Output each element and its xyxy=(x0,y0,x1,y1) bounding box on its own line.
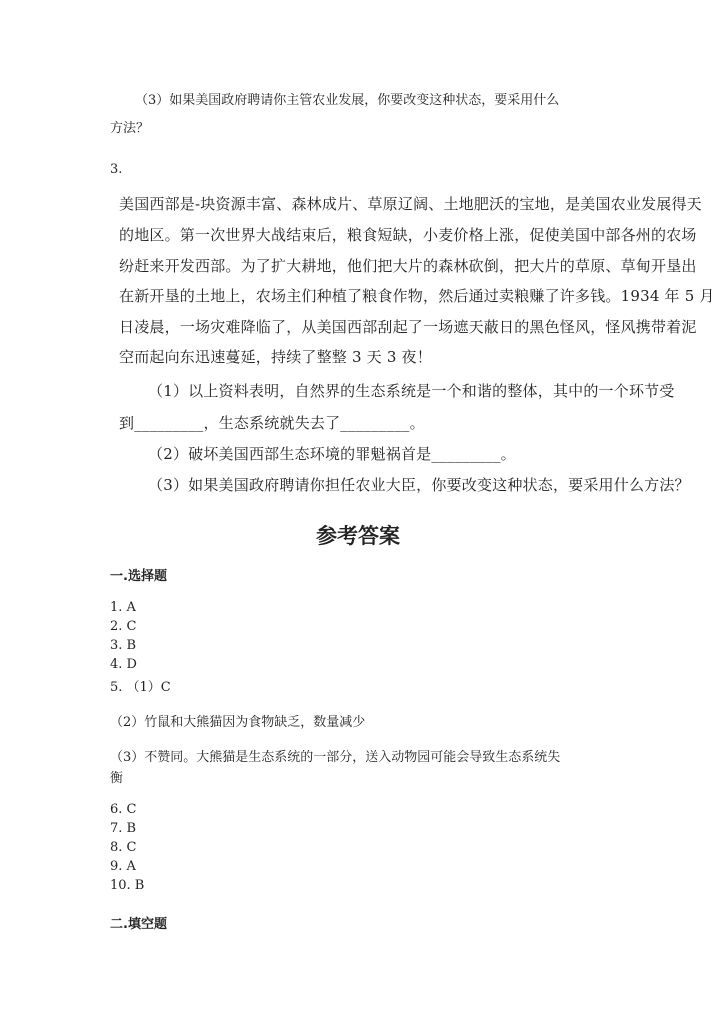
answer-item: 5. （1）C xyxy=(110,680,171,695)
answers-title: 参考答案 xyxy=(316,524,400,548)
passage xyxy=(119,193,720,373)
sub-question-3: （3）如果美国政府聘请你担任农业大臣，你要改变这种状态，要采用什么方法？ xyxy=(148,476,690,494)
answer-item: 4. D xyxy=(110,657,137,672)
passage-line: 美国西部是-块资源丰富、森林成片、草原辽阔、土地肥沃的宝地，是美国农业发展得天 xyxy=(119,195,702,213)
answer-item: 7. B xyxy=(110,821,137,836)
answer-q5-part2: （2）竹鼠和大熊猫因为食物缺乏，数量减少 xyxy=(110,715,366,730)
answer-item: 2. C xyxy=(110,619,137,634)
answer-q5-part3-line2: 衡 xyxy=(110,771,124,786)
answer-q5-part3-line1: （3）不赞同。大熊猫是生态系统的一部分，送入动物园可能会导致生态系统失 xyxy=(110,750,561,765)
answer-item: 6. C xyxy=(110,802,137,817)
answer-item: 3. B xyxy=(110,638,137,653)
passage-line: 纷赶来开发西部。为了扩大耕地，他们把大片的森林砍倒，把大片的草原、草甸开垦出 xyxy=(119,257,697,275)
passage-line: 的地区。第一次世界大战结束后，粮食短缺，小麦价格上涨，促使美国中部各州的农场 xyxy=(119,226,697,244)
sub-question-2: （2）破坏美国西部生态环境的罪魁祸首是_________。 xyxy=(148,445,516,463)
passage-line: 日凌晨，一场灾难降临了，从美国西部刮起了一场遮天蔽日的黑色怪风，怪风携带着泥 xyxy=(119,318,697,336)
answer-item: 9. A xyxy=(110,859,136,874)
answer-item: 10. B xyxy=(110,878,145,893)
answer-item: 8. C xyxy=(110,840,137,855)
passage-line: 在新开垦的土地上，农场主们种植了粮食作物，然后通过卖粮赚了许多钱。1934 年 5 月 xyxy=(119,287,715,305)
section-heading-choice: 一.选择题 xyxy=(110,569,167,584)
sub-question-1-line1: （1）以上资料表明，自然界的生态系统是一个和谐的整体，其中的一个环节受 xyxy=(148,382,675,400)
sub-question-1-line2: 到_________，生态系统就失去了_________。 xyxy=(119,414,425,432)
passage-line: 空而起向东迅速蔓延，持续了整整 3 天 3 夜！ xyxy=(119,348,432,366)
q3-prompt-line1: （3）如果美国政府聘请你主管农业发展，你要改变这种状态，要采用什么 xyxy=(135,93,560,108)
q3-prompt-line2: 方法？ xyxy=(110,121,150,136)
section-heading-fill: 二.填空题 xyxy=(110,917,167,932)
answer-item: 1. A xyxy=(110,600,136,615)
question-number: 3. xyxy=(110,162,123,177)
